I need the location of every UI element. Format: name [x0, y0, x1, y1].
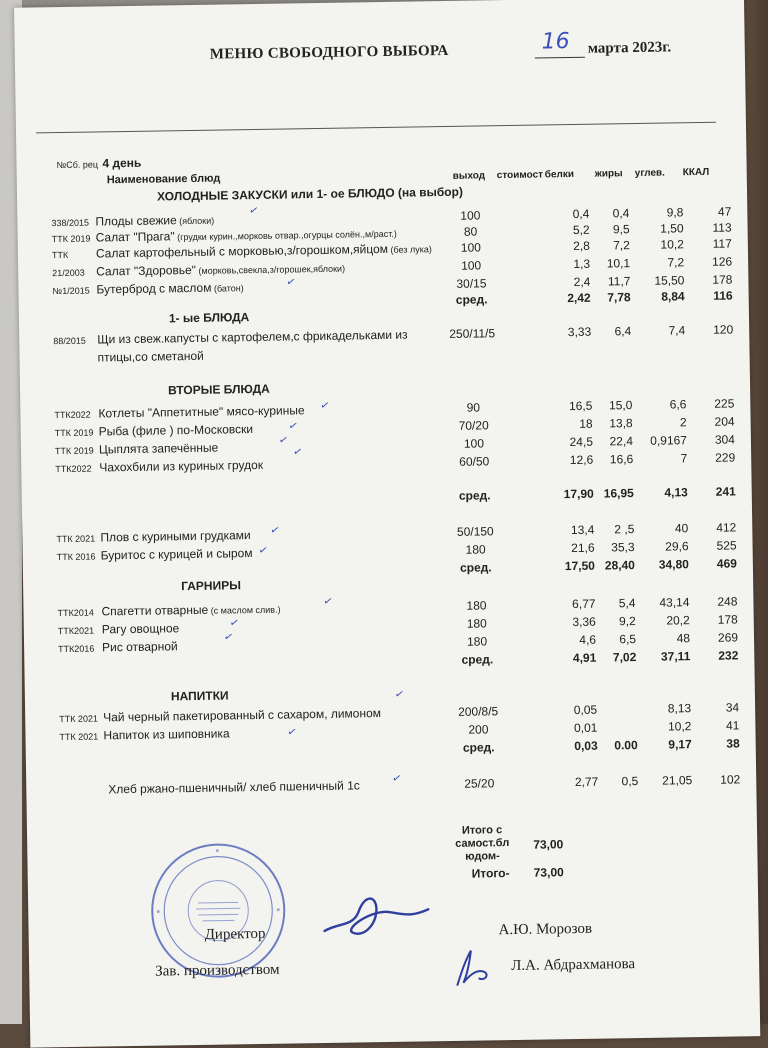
carbs-value: 21,05 — [662, 773, 693, 788]
chef-name: Л.А. Абдрахманова — [511, 956, 636, 975]
dish-code: ТТК — [51, 249, 69, 261]
dish-code: ТТК 2021 — [59, 731, 99, 743]
protein-value: 4,91 — [572, 650, 597, 666]
kcal-value: 229 — [715, 450, 736, 465]
protein-value: 0,03 — [574, 738, 598, 754]
portion-output: 25/20 — [464, 776, 495, 791]
portion-output: 250/11/5 — [449, 326, 496, 341]
kcal-value: 248 — [717, 594, 738, 609]
protein-value: 17,50 — [564, 558, 595, 574]
fat-value: 7,2 — [613, 238, 630, 253]
col-c-header: углев. — [634, 167, 665, 180]
ref-label: №Сб. рец — [56, 159, 99, 171]
carbs-value: 2 — [679, 415, 687, 430]
dish-name: Салат "Прага" — [95, 229, 175, 245]
fat-value — [595, 702, 637, 703]
dish-name: Рыба (филе ) по-Московски — [98, 422, 254, 439]
dish-name-wrapper — [96, 280, 243, 296]
kcal-value: 47 — [717, 204, 732, 219]
dish-name: Котлеты "Аппетитные" мясо-куриные — [98, 403, 305, 421]
fat-value: 0.00 — [614, 738, 638, 753]
carbs-value: 10,2 — [667, 719, 692, 734]
portion-output — [439, 344, 505, 345]
carbs-value: 0,9167 — [650, 433, 688, 448]
portion-output: 180 — [465, 542, 486, 557]
portion-output: 70/20 — [458, 418, 489, 433]
dish-code: ТТК 2019 — [54, 445, 94, 457]
protein-value: 2,42 — [567, 290, 591, 306]
portion-output: 50/150 — [456, 524, 494, 539]
col-b-header: белки — [544, 168, 575, 181]
dish-name-wrapper — [96, 261, 345, 279]
kcal-value: 120 — [713, 322, 734, 337]
dish-name: Плов с куриными грудками — [100, 528, 251, 545]
dish-name: Салат картофельный с морковью,з/горошком,яйцом — [95, 241, 389, 261]
director-label: Директор — [204, 925, 266, 943]
fat-value: 0,4 — [612, 206, 630, 221]
portion-output: 200/8/5 — [458, 704, 499, 719]
protein-value: 2,4 — [573, 274, 591, 289]
check-mark-icon: ✓ — [391, 772, 403, 786]
check-mark-icon: ✓ — [257, 544, 269, 558]
protein-value: 13,4 — [570, 522, 595, 538]
dish-note: (яблоки) — [176, 215, 215, 227]
portion-output: 80 — [463, 224, 478, 239]
dish-code: 88/2015 — [53, 335, 86, 347]
handwritten-date: 16 — [541, 29, 570, 55]
protein-value: 17,90 — [563, 486, 594, 502]
kcal-value: 116 — [713, 288, 733, 303]
dish-code: 21/2003 — [52, 267, 85, 279]
check-mark-icon: ✓ — [248, 204, 260, 218]
kcal-value: 34 — [725, 700, 740, 715]
dish-name: птицы,со сметаной — [97, 348, 204, 365]
kcal-value: 126 — [711, 254, 733, 269]
kcal-value: 304 — [714, 432, 736, 447]
date-month-year: марта 2023г. — [587, 39, 672, 57]
carbs-value: 29,6 — [665, 539, 689, 554]
check-mark-icon: ✓ — [277, 433, 290, 448]
dish-code: ТТК 2021 — [56, 533, 96, 545]
fat-value: 7,02 — [612, 650, 637, 665]
total-self-label-2: самост.бл — [455, 837, 510, 850]
carbs-value: 48 — [676, 631, 691, 646]
dish-code: ТТК2022 — [55, 463, 92, 475]
section-second: ВТОРЫЕ БЛЮДА — [167, 381, 270, 398]
total-value: 73,00 — [533, 865, 564, 880]
dish-code: №1/2015 — [52, 285, 90, 297]
col-out-header: выход — [452, 170, 486, 182]
carbs-value: 40 — [674, 521, 689, 536]
dish-name: Напиток из шиповника — [103, 726, 230, 743]
total-self-value: 73,00 — [533, 837, 564, 852]
carbs-value: 1,50 — [660, 221, 684, 236]
dish-name: Чай черный пакетированный с сахаром, лимоном — [103, 706, 382, 725]
check-mark-icon: ✓ — [222, 630, 235, 645]
protein-value: 21,6 — [571, 540, 595, 556]
check-mark-icon: ✓ — [286, 725, 298, 740]
dish-name: Бутерброд с маслом — [96, 280, 212, 297]
dish-note: (морковь,свекла,з/горошек,яблоки) — [195, 263, 346, 276]
check-mark-icon: ✓ — [393, 687, 406, 702]
portion-output: сред. — [455, 292, 488, 307]
fat-value: 16,6 — [609, 452, 634, 467]
section-cold: ХОЛОДНЫЕ ЗАКУСКИ или 1- ое БЛЮДО (на выбор) — [156, 184, 463, 204]
fat-value — [589, 342, 631, 343]
protein-value: 5,2 — [572, 222, 590, 237]
fat-value: 2 ,5 — [614, 522, 635, 537]
portion-output: 90 — [466, 400, 481, 415]
section-drinks: НАПИТКИ — [170, 688, 229, 704]
carbs-value: 15,50 — [654, 273, 685, 288]
carbs-value: 7,4 — [668, 323, 686, 338]
fat-value: 7,78 — [607, 290, 631, 305]
fat-value: 11,7 — [607, 274, 631, 289]
kcal-value: 204 — [714, 414, 735, 429]
dish-name-wrapper — [95, 213, 214, 229]
carbs-value: 7 — [680, 451, 688, 466]
carbs-value: 8,13 — [667, 701, 692, 716]
kcal-value: 178 — [717, 612, 738, 627]
protein-value: 4,6 — [579, 632, 597, 647]
carbs-value: 9,17 — [668, 737, 692, 752]
chef-label: Зав. производством — [155, 961, 280, 980]
fat-value: 35,3 — [611, 540, 635, 555]
protein-value: 2,8 — [573, 238, 590, 253]
totals-block — [455, 824, 510, 864]
kcal-value: 102 — [720, 772, 741, 787]
protein-value: 16,5 — [568, 398, 593, 414]
carbs-value: 7,2 — [667, 255, 685, 270]
check-mark-icon: ✓ — [319, 399, 331, 413]
kcal-value: 525 — [716, 538, 737, 553]
kcal-value — [687, 340, 733, 341]
dish-name: Рагу овощное — [101, 621, 180, 637]
protein-value: 12,6 — [569, 452, 594, 468]
kcal-value: 38 — [726, 736, 740, 751]
protein-value: 1,3 — [573, 256, 591, 271]
dish-code: ТТК 2019 — [54, 427, 94, 439]
cost-value — [495, 344, 535, 345]
protein-value — [539, 343, 591, 344]
protein-value: 24,5 — [569, 434, 594, 450]
carbs-value: 9,8 — [666, 205, 684, 220]
portion-output: 200 — [468, 722, 489, 737]
portion-output: 180 — [466, 634, 488, 649]
dish-name-wrapper — [101, 602, 280, 619]
subheader — [56, 154, 141, 173]
fat-value: 16,95 — [603, 486, 634, 501]
carbs-value: 4,13 — [664, 485, 688, 500]
carbs-value: 8,84 — [661, 289, 685, 304]
chef-signature — [449, 942, 500, 989]
fat-value: 5,4 — [618, 596, 636, 611]
section-first: 1- ые БЛЮДА — [168, 310, 250, 326]
kcal-value: 113 — [712, 220, 732, 235]
fat-value — [595, 720, 637, 721]
portion-output: 100 — [460, 240, 481, 255]
portion-output: сред. — [462, 740, 495, 755]
kcal-value: 41 — [725, 718, 740, 733]
col-cost-header: стоимост — [496, 169, 544, 182]
dish-name: Щи из свеж.капусты с картофелем,с фрикадельками из — [97, 327, 408, 347]
portion-output: 100 — [460, 208, 481, 223]
fat-value: 9,2 — [618, 614, 636, 629]
dish-code: ТТК2021 — [57, 625, 95, 637]
fat-value: 6,5 — [619, 632, 637, 647]
carbs-value: 34,80 — [658, 557, 689, 572]
protein-value: 6,77 — [572, 596, 596, 612]
protein-value: 3,33 — [567, 324, 592, 340]
protein-value: 0,4 — [572, 206, 590, 221]
fat-value: 0,5 — [621, 774, 639, 789]
dish-code: ТТК 2016 — [56, 551, 96, 563]
protein-value: 0,05 — [573, 702, 598, 718]
check-mark-icon: ✓ — [228, 616, 240, 631]
official-stamp — [147, 840, 289, 982]
portion-output: сред. — [458, 488, 491, 503]
fat-value: 9,5 — [612, 222, 630, 237]
portion-output: 100 — [463, 436, 485, 451]
total-self-label-3: юдом- — [465, 850, 500, 863]
fat-value: 10,1 — [606, 256, 631, 271]
col-name-header: Наименование блюд — [106, 172, 221, 187]
kcal-value: 225 — [714, 396, 735, 411]
dish-name: Хлеб ржано-пшеничный/ хлеб пшеничный 1с — [108, 778, 360, 797]
portion-output: 100 — [461, 258, 482, 273]
check-mark-icon: ✓ — [285, 275, 297, 290]
carbs-value — [635, 341, 685, 342]
kcal-value: 178 — [712, 272, 733, 287]
fat-value: 22,4 — [609, 434, 634, 449]
dish-code: 338/2015 — [51, 217, 90, 229]
col-f-header: жиры — [594, 168, 623, 180]
fat-value: 15,0 — [608, 398, 633, 413]
protein-value: 3,36 — [572, 614, 596, 630]
dish-name: Рис отварной — [101, 639, 178, 655]
check-mark-icon: ✓ — [269, 523, 281, 538]
day-label: 4 день — [102, 155, 142, 171]
portion-output: 60/50 — [459, 454, 490, 469]
section-garnish: ГАРНИРЫ — [181, 578, 242, 594]
director-name: А.Ю. Морозов — [498, 920, 593, 939]
carbs-value: 20,2 — [666, 613, 690, 628]
portion-output: 30/15 — [456, 276, 487, 291]
dish-note: (батон) — [211, 283, 244, 294]
menu-title: МЕНЮ СВОБОДНОГО ВЫБОРА — [209, 42, 449, 63]
total-label: Итого- — [471, 866, 510, 881]
carbs-value: 6,6 — [669, 397, 687, 412]
dish-name: Плоды свежие — [95, 213, 177, 229]
director-signature — [318, 881, 439, 953]
protein-value: 0,01 — [573, 720, 598, 736]
protein-value: 2,77 — [574, 774, 599, 790]
protein-value: 18 — [579, 416, 593, 431]
total-self-label-1: Итого с — [461, 824, 503, 837]
fat-value: 6,4 — [614, 324, 632, 339]
fat-value: 28,40 — [604, 558, 635, 573]
portion-output: 180 — [466, 598, 487, 613]
carbs-value: 43,14 — [659, 595, 690, 610]
dish-code: ТТК2022 — [54, 409, 91, 421]
kcal-value: 232 — [718, 648, 739, 663]
kcal-value: 241 — [715, 484, 736, 499]
dish-note: (грудки курин.,морковь отвар.,огурцы солён.,м/раст.) — [174, 228, 397, 243]
dish-code: ТТК2014 — [57, 607, 94, 619]
divider-line — [36, 122, 716, 134]
check-mark-icon: ✓ — [322, 595, 334, 609]
carbs-value: 37,11 — [660, 649, 691, 664]
portion-output: 180 — [466, 616, 487, 631]
portion-output: сред. — [461, 652, 494, 667]
date-underline — [535, 57, 585, 59]
dish-name: Чахохбили из куриных грудок — [99, 457, 264, 475]
dish-code: ТТК 2019 — [51, 233, 91, 245]
menu-sheet — [14, 0, 760, 1048]
dish-name: Салат "Здоровье" — [96, 262, 197, 279]
dish-note: (без лука) — [387, 244, 432, 255]
fat-value: 13,8 — [609, 416, 633, 431]
dish-name: Цыплята запечённые — [98, 440, 219, 457]
portion-output: сред. — [459, 560, 492, 575]
kcal-value: 412 — [716, 520, 737, 535]
average-row — [22, 484, 752, 511]
dish-code: ТТК 2021 — [59, 713, 99, 725]
dish-code: ТТК2016 — [58, 643, 95, 655]
kcal-value: 469 — [716, 556, 737, 571]
carbs-value: 10,2 — [660, 237, 684, 252]
check-mark-icon: ✓ — [291, 445, 304, 460]
col-k-header: ККАЛ — [682, 166, 710, 179]
check-mark-icon: ✓ — [287, 419, 299, 434]
dish-note: (с маслом слив.) — [208, 604, 281, 616]
dish-name: Спагетти отварные — [101, 602, 209, 619]
kcal-value: 117 — [712, 236, 732, 251]
kcal-value: 269 — [717, 630, 739, 645]
dish-name: Буритос с курицей и сыром — [100, 546, 253, 563]
